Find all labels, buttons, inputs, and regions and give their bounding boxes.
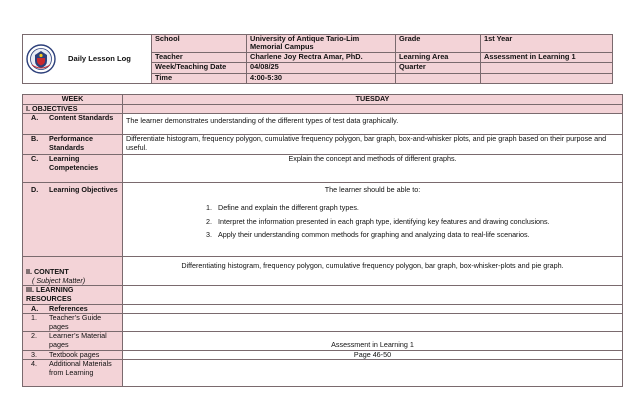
references-num: A. bbox=[31, 303, 39, 313]
content-standards-value: The learner demonstrates understanding of the different types of test data graphically. bbox=[123, 114, 623, 135]
teacher-label: Teacher bbox=[152, 52, 247, 62]
quarter-value bbox=[481, 63, 613, 73]
references-text: References bbox=[49, 303, 88, 313]
list-item bbox=[196, 231, 619, 240]
lesson-table bbox=[22, 94, 623, 387]
learning-competencies-value: Explain the concept and methods of different graphs. bbox=[123, 155, 623, 183]
grade-value: 1st Year bbox=[481, 35, 613, 53]
objectives-heading: I. OBJECTIVES bbox=[23, 104, 123, 114]
additional-materials-text: Additional Materials from Learning bbox=[49, 359, 112, 378]
objective-num: 1. bbox=[206, 202, 212, 212]
learning-area-label: Learning Area bbox=[396, 52, 481, 62]
teachers-guide-text: Teacher’s Guide pages bbox=[49, 313, 102, 331]
resources-heading: III. LEARNING RESOURCES bbox=[23, 286, 123, 304]
time-label: Time bbox=[152, 73, 247, 83]
learning-objectives-num: D. bbox=[31, 185, 39, 195]
additional-materials-num: 4. bbox=[31, 359, 37, 369]
week-header: WEEK bbox=[23, 95, 123, 105]
textbook-value: Page 46-50 bbox=[123, 350, 623, 360]
objective-text: Apply their understanding common methods for graphing and analyzing data to real-life scenarios. bbox=[218, 230, 530, 240]
teachers-guide-value bbox=[123, 314, 623, 332]
teacher-value: Charlene Joy Rectra Amar, PhD. bbox=[247, 52, 396, 62]
date-label: Week/Teaching Date bbox=[152, 63, 247, 73]
list-item bbox=[196, 218, 619, 227]
learning-objectives-text: Learning Objectives bbox=[49, 185, 118, 195]
objective-text: Interpret the information presented in each graph type, identifying key features and drawing conclusions. bbox=[218, 216, 550, 226]
performance-standards-num: B. bbox=[31, 134, 39, 144]
content-value: Differentiating histogram, frequency polygon, cumulative frequency polygon, bar graph, box-whisker-plots and pie graph. bbox=[123, 257, 623, 286]
performance-standards-label bbox=[23, 135, 123, 155]
objective-num: 3. bbox=[206, 230, 212, 240]
deped-seal-icon bbox=[26, 44, 56, 74]
content-heading: II. CONTENT bbox=[26, 267, 69, 276]
learning-competencies-label bbox=[23, 155, 123, 183]
additional-materials-label bbox=[23, 360, 123, 387]
learners-material-value: Assessment in Learning 1 bbox=[123, 332, 623, 350]
learning-objectives-label bbox=[23, 183, 123, 257]
content-standards-label bbox=[23, 114, 123, 135]
time-value: 4:00-5:30 bbox=[247, 73, 396, 83]
objectives-heading-fill bbox=[123, 104, 623, 114]
objectives-intro: The learner should be able to: bbox=[324, 185, 421, 195]
date-value: 04/08/25 bbox=[247, 63, 396, 73]
learners-material-label bbox=[23, 332, 123, 350]
textbook-text: Textbook pages bbox=[49, 349, 100, 359]
resources-heading-fill bbox=[123, 286, 623, 304]
school-label: School bbox=[152, 35, 247, 53]
quarter-label: Quarter bbox=[396, 63, 481, 73]
empty-cell bbox=[396, 73, 481, 83]
content-label bbox=[23, 257, 123, 286]
additional-materials-value bbox=[123, 360, 623, 387]
day-header: TUESDAY bbox=[123, 95, 623, 105]
learning-competencies-num: C. bbox=[31, 154, 39, 164]
performance-standards-value: Differentiate histogram, frequency polygon, cumulative frequency polygon, bar graph, box-and-whisker plots, and pie graph based on their purpose and useful. bbox=[123, 135, 623, 155]
list-item bbox=[196, 204, 619, 213]
objectives-list bbox=[126, 195, 619, 240]
teachers-guide-label bbox=[23, 314, 123, 332]
learning-competencies-text: Learning Competencies bbox=[49, 154, 99, 172]
page-title: Daily Lesson Log bbox=[68, 54, 131, 64]
content-standards-text: Content Standards bbox=[49, 113, 114, 123]
empty-cell bbox=[481, 73, 613, 83]
grade-label: Grade bbox=[396, 35, 481, 53]
learners-material-text: Learner’s Material pages bbox=[49, 331, 107, 350]
school-value: University of Antique Tario-Lim Memorial Campus bbox=[247, 35, 396, 53]
references-value bbox=[123, 304, 623, 314]
header-title-cell bbox=[23, 35, 152, 84]
content-standards-num: A. bbox=[31, 113, 39, 123]
textbook-num: 3. bbox=[31, 349, 37, 359]
learning-objectives-value bbox=[123, 183, 623, 257]
objective-text: Define and explain the different graph types. bbox=[218, 202, 359, 212]
teachers-guide-num: 1. bbox=[31, 313, 37, 323]
learning-area-value: Assessment in Learning 1 bbox=[481, 52, 613, 62]
learners-material-num: 2. bbox=[31, 331, 37, 341]
performance-standards-text: Performance Standards bbox=[49, 134, 93, 152]
content-subheading: ( Subject Matter) bbox=[32, 275, 86, 285]
header-table bbox=[22, 34, 613, 84]
objective-num: 2. bbox=[206, 216, 212, 226]
